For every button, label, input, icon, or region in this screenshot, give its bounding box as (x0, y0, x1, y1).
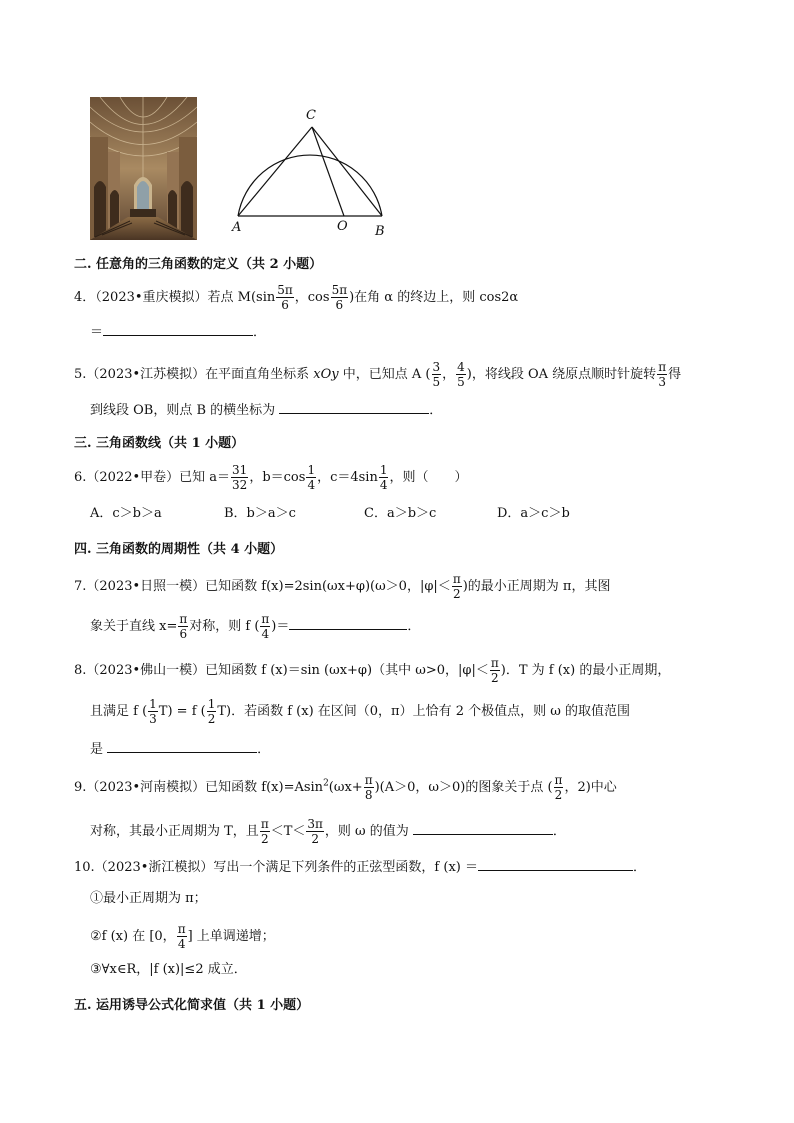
fraction: $\frac{\pi}{4}$ (261, 612, 270, 641)
answer-blank[interactable] (103, 323, 253, 336)
answer-blank[interactable] (107, 740, 257, 753)
fraction: $\frac{\pi}{4}$ (177, 922, 186, 951)
question-10-stem: 10.（2023•浙江模拟）写出一个满足下列条件的正弦型函数，f (x) ＝ ． (74, 860, 646, 875)
fraction: $\frac{\pi}{2}$ (452, 572, 461, 601)
question-9-line-2: 对称，其最小正周期为 T，且 $\frac{\pi}{2}$ ＜T＜ $\frac{3\pi}{2}$ ，则 ω 的值为 ． (90, 817, 566, 846)
section-2-title: 二. 任意角的三角函数的定义（共 2 小题） (74, 257, 323, 272)
option-a[interactable]: A．c＞b＞a (90, 506, 162, 521)
segment-ac (238, 127, 312, 216)
question-7-line-2: 象关于直线 x= $\frac{\pi}{6}$ 对称，则 f ( $\frac{\pi}{4}$ )＝ ． (90, 612, 421, 641)
question-6-stem: 6.（2022•甲卷）已知 a＝ $\frac{31}{32}$ ，b＝cos $\frac{1}{4}$ ，c＝4sin $\frac{1}{4}$ ，则（ ） (74, 463, 468, 492)
semicircle-arc (238, 155, 382, 216)
label-o: O (337, 219, 348, 234)
fraction: $\frac{\pi}{2}$ (554, 773, 563, 802)
segment-cb (312, 127, 382, 216)
section-3-title: 三. 三角函数线（共 1 小题） (74, 436, 245, 451)
fraction: $\frac{\pi}{6}$ (179, 612, 188, 641)
condition-1: ①最小正周期为 π； (90, 891, 207, 906)
fraction: $\frac{\pi}{3}$ (658, 360, 667, 389)
question-5-line-2: 到线段 OB，则点 B 的横坐标为 ． (90, 403, 443, 418)
question-4-line-2: ＝ ． (90, 325, 267, 340)
fraction: $\frac{\pi}{8}$ (364, 773, 373, 802)
option-d[interactable]: D．a＞c＞b (497, 506, 570, 521)
fraction: $\frac{1}{4}$ (379, 463, 388, 492)
question-5-line-1: 5.（2023•江苏模拟）在平面直角坐标系 xOy 中，已知点 A ( $\frac{3}{5}$ ， $\frac{4}{5}$ )，将线段 OA 绕原点顺时针旋转 $\frac{\pi}{3}$ 得 (74, 360, 682, 389)
question-9-line-1: 9.（2023•河南模拟）已知函数 f(x)=Asin$^2$(ωx+ $\frac{\pi}{8}$ )(A＞0，ω＞0)的图象关于点 ( $\frac{\pi}{2}$ ，2)中心 (74, 773, 617, 802)
question-8-line-2: 且满足 f ( $\frac{1}{3}$ T) = f ( $\frac{1}{2}$ T)．若函数 f (x) 在区间（0，π）上恰有 2 个极值点，则 ω 的取值范围 (90, 697, 631, 726)
fraction: $\frac{3\pi}{2}$ (307, 817, 323, 846)
option-b[interactable]: B．b＞a＞c (224, 506, 296, 521)
question-8-line-3: 是 ． (90, 742, 271, 757)
cathedral-photo (90, 97, 197, 240)
fraction: $\frac{\pi}{2}$ (260, 817, 269, 846)
fraction: $\frac{3}{5}$ (432, 360, 441, 389)
segment-co (312, 127, 344, 216)
fraction: $\frac{1}{3}$ (149, 697, 157, 726)
label-b: B (375, 224, 385, 239)
question-7-line-1: 7.（2023•日照一模）已知函数 f(x)=2sin(ωx+φ)(ω＞0，|φ|＜ $\frac{\pi}{2}$ )的最小正周期为 π，其图 (74, 572, 611, 601)
label-a: A (232, 220, 242, 235)
fraction: $\frac{5\pi}{6}$ (331, 283, 348, 312)
fraction: $\frac{\pi}{2}$ (490, 656, 499, 685)
fraction: $\frac{4}{5}$ (457, 360, 465, 389)
fraction: $\frac{31}{32}$ (232, 463, 248, 492)
section-4-title: 四. 三角函数的周期性（共 4 小题） (74, 542, 284, 557)
answer-blank[interactable] (413, 822, 553, 835)
semicircle-figure (222, 105, 402, 240)
question-4-line-1: 4．（2023•重庆模拟）若点 M(sin $\frac{5\pi}{6}$ ，cos $\frac{5\pi}{6}$ )在角 α 的终边上，则 cos2α (74, 283, 519, 312)
answer-blank[interactable] (279, 401, 429, 414)
fraction: $\frac{1}{4}$ (307, 463, 316, 492)
condition-2: ②f (x) 在 [0， $\frac{\pi}{4}$ ] 上单调递增； (90, 922, 275, 951)
answer-blank[interactable] (289, 617, 407, 630)
label-c: C (306, 108, 316, 123)
answer-blank[interactable] (478, 858, 633, 871)
question-8-line-1: 8.（2023•佛山一模）已知函数 f (x)＝sin (ωx+φ)（其中 ω>0，|φ|＜ $\frac{\pi}{2}$ )．T 为 f (x) 的最小正周期， (74, 656, 671, 685)
option-c[interactable]: C．a＞b＞c (364, 506, 437, 521)
section-5-title: 五. 运用诱导公式化简求值（共 1 小题） (74, 998, 310, 1013)
fraction: $\frac{5\pi}{6}$ (277, 283, 293, 312)
condition-3: ③∀x∈R，|f (x)|≤2 成立． (90, 962, 247, 977)
fraction: $\frac{1}{2}$ (207, 697, 216, 726)
